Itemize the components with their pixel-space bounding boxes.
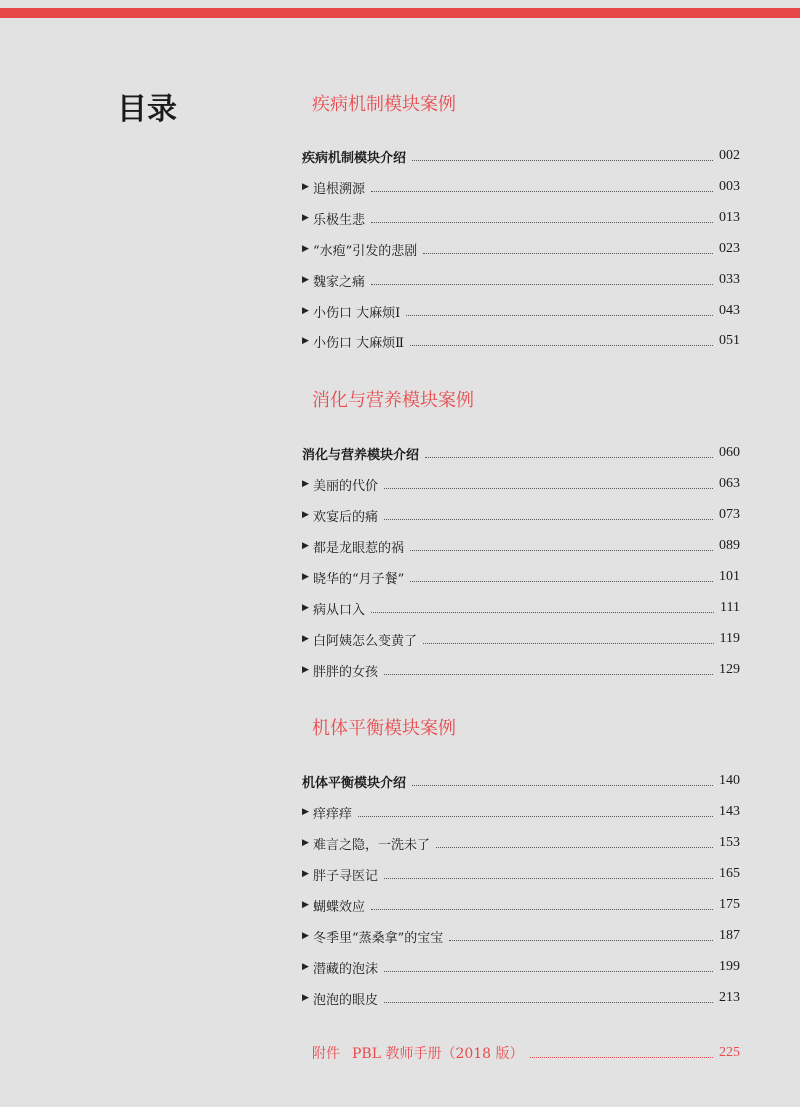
dot-leader xyxy=(371,612,714,613)
dot-leader xyxy=(384,971,713,972)
dot-leader xyxy=(371,191,713,192)
entry-title: 胖子寻医记 xyxy=(313,868,379,884)
triangle-right-icon: ▶ xyxy=(302,838,309,848)
toc-entry[interactable] xyxy=(302,628,740,650)
entry-title: 泡泡的眼皮 xyxy=(313,992,379,1008)
toc-entry[interactable] xyxy=(302,207,740,229)
toc-entry[interactable] xyxy=(302,597,740,619)
triangle-right-icon: ▶ xyxy=(302,541,309,551)
page-number: 140 xyxy=(719,773,740,788)
triangle-right-icon: ▶ xyxy=(302,900,309,910)
page-number: 023 xyxy=(719,241,740,256)
dot-leader xyxy=(436,847,713,848)
dot-leader xyxy=(406,315,713,316)
dot-leader xyxy=(358,816,713,817)
entry-title: 魏家之痛 xyxy=(313,274,366,290)
page-number: 073 xyxy=(719,507,740,522)
page-number: 060 xyxy=(719,445,740,460)
toc-entry[interactable] xyxy=(302,832,740,854)
entry-title: “水疱”引发的悲剧 xyxy=(313,243,418,259)
triangle-right-icon: ▶ xyxy=(302,869,309,879)
dot-leader xyxy=(384,519,713,520)
dot-leader xyxy=(449,940,713,941)
entry-title: 小伤口 大麻烦Ⅱ xyxy=(313,335,404,351)
triangle-right-icon: ▶ xyxy=(302,931,309,941)
triangle-right-icon: ▶ xyxy=(302,244,309,254)
triangle-right-icon: ▶ xyxy=(302,962,309,972)
page-number: 063 xyxy=(719,476,740,491)
entry-title: 难言之隐，一洗未了 xyxy=(313,837,431,853)
appendix-label: 附件 xyxy=(312,1046,340,1062)
top-accent-bar xyxy=(0,8,800,18)
triangle-right-icon: ▶ xyxy=(302,572,309,582)
dot-leader xyxy=(530,1057,713,1058)
page-number: 187 xyxy=(719,928,740,943)
entry-title: 疾病机制模块介绍 xyxy=(302,150,407,166)
entry-title: 蝴蝶效应 xyxy=(313,899,366,915)
page-number: 013 xyxy=(719,210,740,225)
entry-title: 欢宴后的痛 xyxy=(313,509,379,525)
section-heading: 消化与营养模块案例 xyxy=(312,390,474,411)
toc-entry[interactable] xyxy=(302,535,740,557)
entry-title: 小伤口 大麻烦Ⅰ xyxy=(313,305,401,321)
toc-entry[interactable] xyxy=(302,894,740,916)
triangle-right-icon: ▶ xyxy=(302,634,309,644)
dot-leader xyxy=(410,345,713,346)
page-number: 003 xyxy=(719,179,740,194)
triangle-right-icon: ▶ xyxy=(302,275,309,285)
toc-entry[interactable] xyxy=(302,269,740,291)
entry-title: 潜藏的泡沫 xyxy=(313,961,379,977)
page-number: 175 xyxy=(719,897,740,912)
toc-entry[interactable] xyxy=(302,659,740,681)
triangle-right-icon: ▶ xyxy=(302,807,309,817)
page-number: 225 xyxy=(719,1045,740,1060)
toc-entry[interactable] xyxy=(302,238,740,260)
entry-title: 机体平衡模块介绍 xyxy=(302,775,407,791)
triangle-right-icon: ▶ xyxy=(302,479,309,489)
triangle-right-icon: ▶ xyxy=(302,665,309,675)
entry-title: 胖胖的女孩 xyxy=(313,664,379,680)
toc-entry[interactable] xyxy=(302,176,740,198)
page-number: 213 xyxy=(719,990,740,1005)
page-number: 051 xyxy=(719,333,740,348)
page-number: 101 xyxy=(719,569,740,584)
dot-leader xyxy=(371,222,713,223)
triangle-right-icon: ▶ xyxy=(302,336,309,346)
toc-entry[interactable] xyxy=(302,330,740,352)
entry-title: 冬季里“蒸桑拿”的宝宝 xyxy=(313,930,444,946)
page-number: 111 xyxy=(720,600,740,615)
dot-leader xyxy=(384,488,713,489)
section-heading: 机体平衡模块案例 xyxy=(312,718,456,739)
dot-leader xyxy=(384,1002,713,1003)
dot-leader xyxy=(384,674,713,675)
page-number: 143 xyxy=(719,804,740,819)
dot-leader xyxy=(371,909,713,910)
triangle-right-icon: ▶ xyxy=(302,993,309,1003)
dot-leader xyxy=(371,284,713,285)
page-number: 089 xyxy=(719,538,740,553)
page-number: 119 xyxy=(719,631,740,646)
page-number: 033 xyxy=(719,272,740,287)
entry-title: 追根溯源 xyxy=(313,181,366,197)
entry-title: 都是龙眼惹的祸 xyxy=(313,540,405,556)
appendix-title: PBL 教师手册（2018 版） xyxy=(352,1046,524,1062)
entry-title: 白阿姨怎么变黄了 xyxy=(313,633,418,649)
page-number: 129 xyxy=(719,662,740,677)
triangle-right-icon: ▶ xyxy=(302,213,309,223)
dot-leader xyxy=(423,643,714,644)
triangle-right-icon: ▶ xyxy=(302,603,309,613)
entry-title: 消化与营养模块介绍 xyxy=(302,447,420,463)
toc-entry[interactable] xyxy=(302,566,740,588)
triangle-right-icon: ▶ xyxy=(302,306,309,316)
dot-leader xyxy=(425,457,713,458)
entry-title: 乐极生悲 xyxy=(313,212,366,228)
page-title: 目录 xyxy=(117,92,177,127)
toc-entry[interactable] xyxy=(302,956,740,978)
dot-leader xyxy=(410,550,713,551)
toc-entry[interactable] xyxy=(302,504,740,526)
page-number: 043 xyxy=(719,303,740,318)
entry-title: 痒痒痒 xyxy=(313,806,353,822)
entry-title: 美丽的代价 xyxy=(313,478,379,494)
toc-entry[interactable] xyxy=(302,925,740,947)
entry-title: 病从口入 xyxy=(313,602,366,618)
dot-leader xyxy=(423,253,713,254)
appendix-entry[interactable] xyxy=(312,1042,740,1064)
page-number: 165 xyxy=(719,866,740,881)
dot-leader xyxy=(412,785,713,786)
section-heading: 疾病机制模块案例 xyxy=(312,94,456,115)
dot-leader xyxy=(410,581,713,582)
dot-leader xyxy=(412,160,713,161)
page-number: 199 xyxy=(719,959,740,974)
toc-intro-entry[interactable] xyxy=(302,770,740,792)
triangle-right-icon: ▶ xyxy=(302,510,309,520)
toc-entry[interactable] xyxy=(302,300,740,322)
toc-entry[interactable] xyxy=(302,801,740,823)
toc-entry[interactable] xyxy=(302,473,740,495)
page-number: 002 xyxy=(719,148,740,163)
triangle-right-icon: ▶ xyxy=(302,182,309,192)
toc-entry[interactable] xyxy=(302,987,740,1009)
page-number: 153 xyxy=(719,835,740,850)
toc-intro-entry[interactable] xyxy=(302,145,740,167)
entry-title: 晓华的“月子餐” xyxy=(313,571,405,587)
toc-entry[interactable] xyxy=(302,863,740,885)
dot-leader xyxy=(384,878,713,879)
toc-intro-entry[interactable] xyxy=(302,442,740,464)
